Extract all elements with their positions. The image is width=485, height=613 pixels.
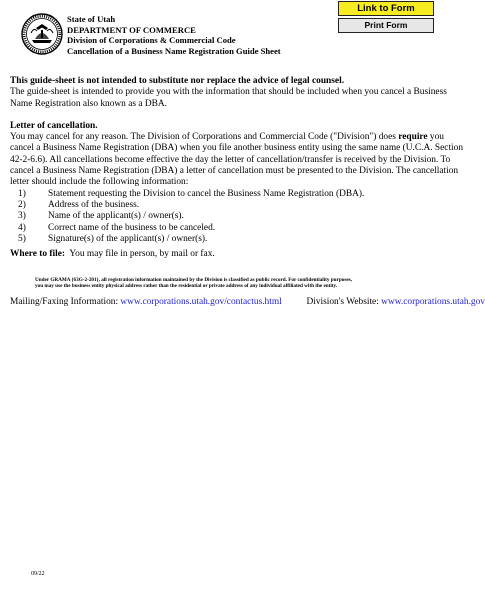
notice-line-1: Under GRAMA {63G-2-201}, all registration information maintained by the Division is classified as public record. For confidentiality purposes, <box>35 277 352 283</box>
letter-text-require: require <box>398 132 428 143</box>
list-item-text: Address of the business. <box>48 199 140 210</box>
where-to-file-label: Where to file: <box>10 249 66 260</box>
state-seal-icon <box>21 13 63 55</box>
header-division: Division of Corporations & Commercial Code <box>67 35 236 46</box>
list-item-number: 5) <box>18 233 26 244</box>
list-item-number: 1) <box>18 188 26 199</box>
mailing-label: Mailing/Faxing Information: <box>10 297 121 307</box>
list-item-text: Statement requesting the Division to cancel the Business Name Registration (DBA). <box>48 188 365 199</box>
link-to-form-button[interactable]: Link to Form <box>338 1 434 16</box>
letter-text <box>10 132 466 188</box>
list-item <box>18 211 466 222</box>
where-to-file-text: You may file in person, by mail or fax. <box>65 249 215 260</box>
letter-text-before: You may cancel for any reason. The Division of Corporations and Commercial Code ("Division") does <box>10 132 399 143</box>
print-form-button[interactable]: Print Form <box>338 18 434 33</box>
list-item <box>18 223 466 234</box>
letter-heading: Letter of cancellation. <box>10 120 98 131</box>
grama-notice <box>35 277 460 289</box>
website-label: Division's Website: <box>306 297 382 307</box>
header-state: State of Utah <box>67 14 116 24</box>
document-header <box>67 14 281 56</box>
list-item-text: Correct name of the business to be canceled. <box>48 222 216 233</box>
list-item-text: Signature(s) of the applicant(s) / owner(s). <box>48 233 208 244</box>
intro-text: The guide-sheet is intended to provide you with the information that should be included when you cancel a Business Name Registration also known as a DBA. <box>10 87 447 109</box>
contact-us-link[interactable]: www.corporations.utah.gov/contactus.html <box>120 297 282 307</box>
where-to-file <box>10 249 466 260</box>
revision-code: 09/22 <box>31 571 45 577</box>
list-item-number: 2) <box>18 199 26 210</box>
letter-text-after: you cancel a Business Name Registration (DBA) when you file another business entity using the same name (U.C.A. Section 42-2-6.6). All cancellations become effective the day the letter of cancellation/transfer is received by the Division. To cancel a Business Name Registration (DBA) a letter of cancellation must be presented to the Division. The cancellation letter should include the following information: <box>10 132 464 188</box>
list-item-text: Name of the applicant(s) / owner(s). <box>48 211 184 222</box>
list-item <box>18 234 466 245</box>
intro-heading: This guide-sheet is not intended to substitute nor replace the advice of legal counsel. <box>10 76 345 86</box>
document-title: Cancellation of a Business Name Registration Guide Sheet <box>67 45 281 56</box>
list-item <box>18 189 466 200</box>
header-department: DEPARTMENT OF COMMERCE <box>67 24 196 35</box>
list-item <box>18 200 466 211</box>
list-item-number: 4) <box>18 222 26 233</box>
list-item-number: 3) <box>18 211 26 222</box>
requirements-list <box>18 189 466 245</box>
division-website-link[interactable]: www.corporations.utah.gov <box>381 297 485 307</box>
notice-line-2: you may use the business entity physical address rather than the residential or private address of any individual affiliated with the entity. <box>35 283 338 290</box>
guide-body <box>10 76 466 260</box>
contact-line <box>10 296 485 308</box>
